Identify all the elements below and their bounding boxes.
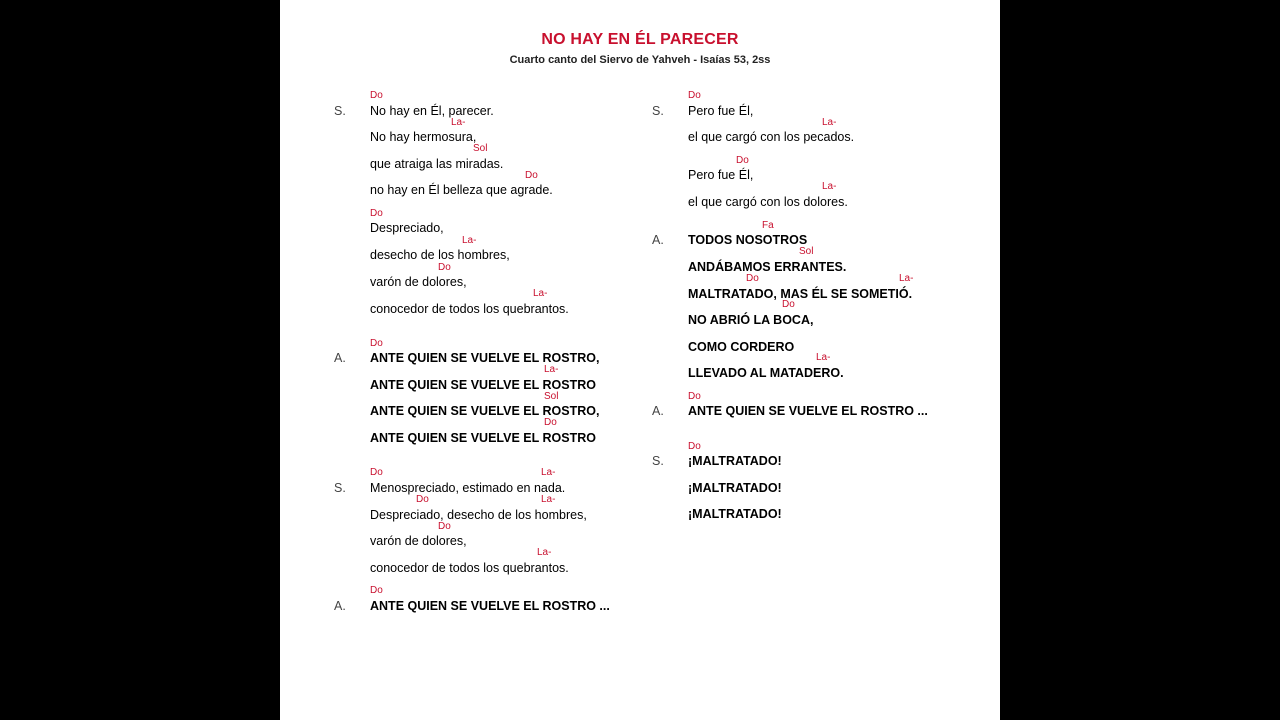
chord-label: La- [533, 288, 548, 299]
chord-label: Do [688, 90, 701, 101]
lyric-line: varón de dolores, [370, 275, 467, 289]
lyric-line: el que cargó con los dolores. [688, 195, 848, 209]
chord-label: La- [899, 273, 914, 284]
lyric-line: ANTE QUIEN SE VUELVE EL ROSTRO [370, 378, 596, 392]
chord-label: La- [451, 117, 466, 128]
chord-label: Fa [762, 220, 774, 231]
lyric-line: COMO CORDERO [688, 340, 795, 354]
chord-label: Do [370, 208, 383, 219]
chord-label: Do [525, 170, 538, 181]
lyric-line: Pero fue Él, [688, 168, 754, 182]
lyric-line: conocedor de todos los quebrantos. [370, 302, 569, 316]
chord-label: Sol [544, 391, 559, 402]
speaker-label: S. [652, 104, 664, 118]
chord-label: Do [370, 585, 383, 596]
lyric-line: ¡MALTRATADO! [688, 481, 782, 495]
lyric-line: Despreciado, [370, 221, 444, 235]
speaker-label: S. [334, 481, 346, 495]
lyric-line: ¡MALTRATADO! [688, 507, 782, 521]
lyric-line: no hay en Él belleza que agrade. [370, 183, 553, 197]
lyric-line: MALTRATADO, MAS ÉL SE SOMETIÓ. [688, 287, 913, 301]
lyric-line: No hay en Él, parecer. [370, 104, 494, 118]
song-title: NO HAY EN ÉL PARECER [541, 31, 739, 48]
lyric-line: Menospreciado, estimado en nada. [370, 481, 566, 495]
song-sheet [280, 0, 1000, 720]
chord-label: Do [370, 90, 383, 101]
chord-label: La- [816, 352, 831, 363]
lyric-line: LLEVADO AL MATADERO. [688, 366, 844, 380]
chord-label: La- [822, 117, 837, 128]
chord-label: Do [688, 391, 701, 402]
chord-label: Do [782, 299, 795, 310]
chord-label: La- [541, 494, 556, 505]
chord-label: La- [462, 235, 477, 246]
speaker-label: A. [652, 404, 664, 418]
chord-label: Do [416, 494, 429, 505]
lyric-line: TODOS NOSOTROS [688, 233, 808, 247]
chord-label: La- [822, 181, 837, 192]
lyric-line: ¡MALTRATADO! [688, 454, 782, 468]
lyric-line: ANTE QUIEN SE VUELVE EL ROSTRO [370, 431, 596, 445]
lyric-line: conocedor de todos los quebrantos. [370, 561, 569, 575]
lyric-line: ANTE QUIEN SE VUELVE EL ROSTRO, [370, 404, 600, 418]
chord-label: Do [370, 338, 383, 349]
song-subtitle: Cuarto canto del Siervo de Yahveh - Isaías 53, 2ss [509, 54, 771, 66]
chord-label: Do [438, 521, 451, 532]
lyric-line: Despreciado, desecho de los hombres, [370, 508, 587, 522]
chord-label: Do [370, 467, 383, 478]
lyric-line: ANTE QUIEN SE VUELVE EL ROSTRO, [370, 351, 600, 365]
lyric-line: desecho de los hombres, [370, 248, 510, 262]
speaker-label: S. [334, 104, 346, 118]
speaker-label: S. [652, 454, 664, 468]
chord-label: Do [746, 273, 759, 284]
speaker-label: A. [652, 233, 664, 247]
lyric-line: que atraiga las miradas. [370, 157, 504, 171]
chord-label: La- [537, 547, 552, 558]
chord-label: Do [438, 262, 451, 273]
chord-label: Do [544, 417, 557, 428]
chord-label: Sol [473, 143, 488, 154]
speaker-label: A. [334, 351, 346, 365]
lyric-line: Pero fue Él, [688, 104, 754, 118]
chord-label: Sol [799, 246, 814, 257]
chord-label: La- [541, 467, 556, 478]
chord-label: Do [688, 441, 701, 452]
lyric-line: varón de dolores, [370, 534, 467, 548]
chord-label: Do [736, 155, 749, 166]
chord-label: La- [544, 364, 559, 375]
lyric-line: el que cargó con los pecados. [688, 130, 855, 144]
lyric-line: ANTE QUIEN SE VUELVE EL ROSTRO ... [370, 599, 610, 613]
speaker-label: A. [334, 599, 346, 613]
lyric-line: ANTE QUIEN SE VUELVE EL ROSTRO ... [688, 404, 928, 418]
lyric-line: NO ABRIÓ LA BOCA, [688, 313, 814, 327]
lyric-line: No hay hermosura, [370, 130, 477, 144]
lyric-line: ANDÁBAMOS ERRANTES. [688, 260, 847, 274]
